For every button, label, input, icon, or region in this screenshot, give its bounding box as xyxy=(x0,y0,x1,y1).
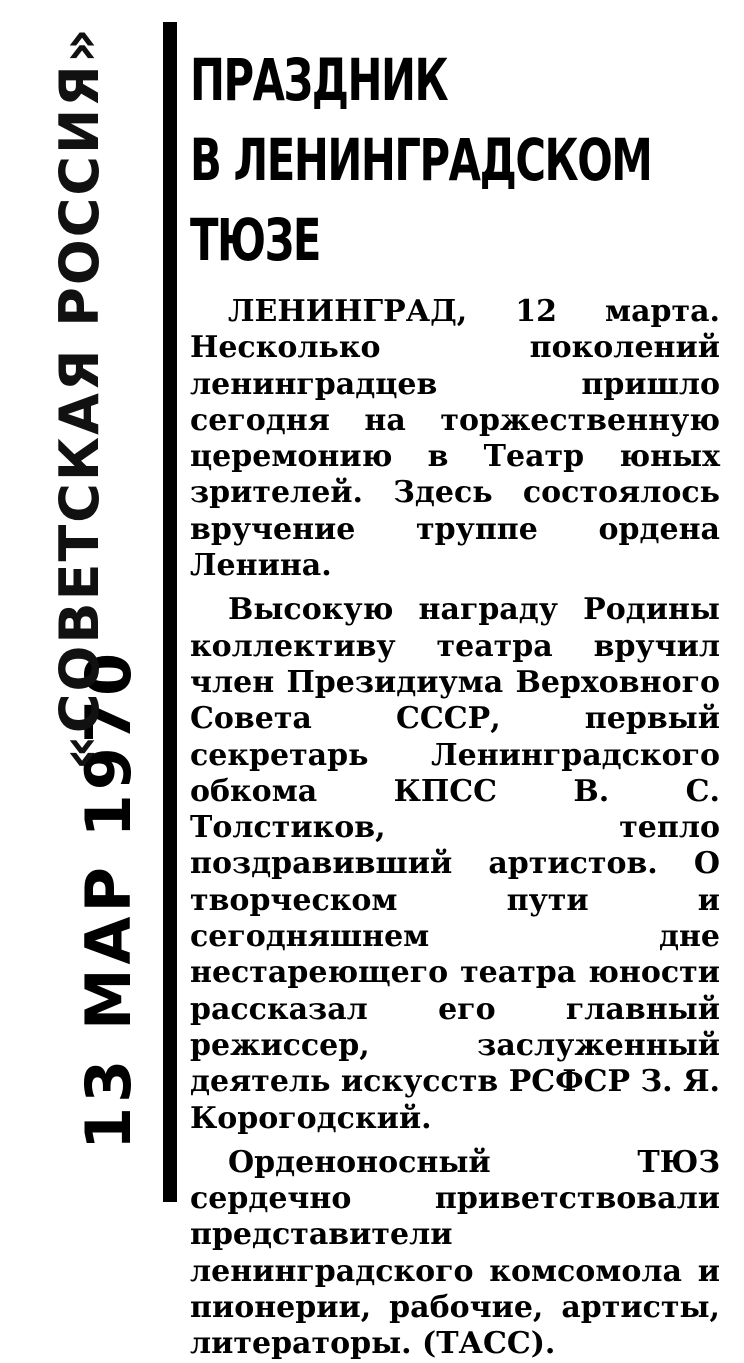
column-rule xyxy=(163,22,177,1202)
stamp-date: 13 МАР 1970 xyxy=(72,648,145,1150)
article-paragraph: ЛЕНИНГРАД, 12 марта. Несколько поколений ленинградцев пришло сегодня на торжественную церемонию в Театр юных зрителей. Здесь состоялось вручение труппе ордена Ленина. xyxy=(190,294,720,584)
article-headline xyxy=(190,40,723,280)
headline-line: ТЮЗЕ xyxy=(190,206,320,274)
article xyxy=(190,40,720,1363)
headline-line: ПРАЗДНИК xyxy=(190,46,448,114)
stamp-newspaper-name: «СОВЕТСКАЯ РОССИЯ» xyxy=(48,26,111,770)
article-paragraph: Орденоносный ТЮЗ сердечно приветствовали представители ленинградского комсомола и пионерии, рабочие, артисты, литераторы. (ТАСС). xyxy=(190,1144,720,1362)
article-body xyxy=(190,294,720,1363)
headline-line: В ЛЕНИНГРАДСКОМ xyxy=(190,126,652,194)
article-paragraph: Высокую награду Родины коллективу театра вручил член Президиума Верховного Совета СССР, первый секретарь Ленинградского обкома КПСС В. С. Толстиков, тепло поздравивший артистов. О творческом пути и сегодняшнем дне нестареющего театра юности рассказал его главный режиссер, заслуженный деятель искусств РСФСР З. Я. Корогодский. xyxy=(190,592,720,1136)
date-stamp xyxy=(0,0,165,1224)
